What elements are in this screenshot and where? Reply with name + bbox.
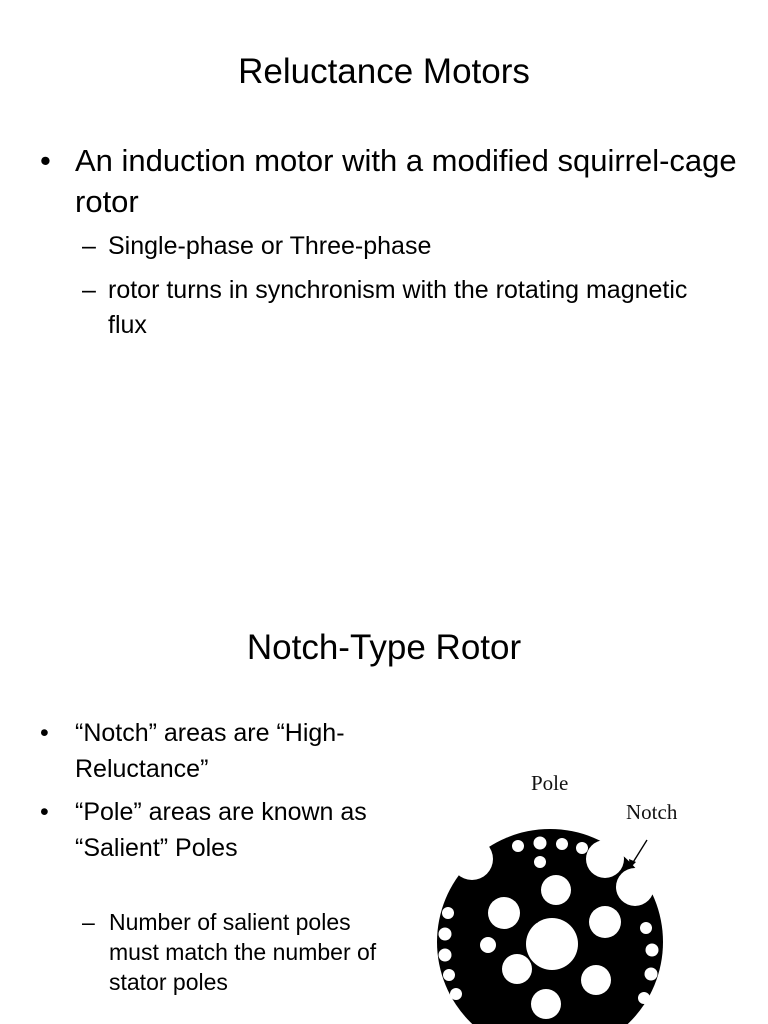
bullet-induction-motor [40, 140, 740, 222]
notch-arrow-line [632, 840, 647, 864]
slide-notch-type-rotor [0, 512, 768, 1024]
notch-rotor-figure [420, 762, 720, 1024]
subbullet-text: Single-phase or Three-phase [108, 232, 432, 260]
bullet-marker: • [40, 719, 49, 747]
subbullet-phase [82, 229, 722, 264]
bullet-marker: • [40, 798, 49, 826]
subbullet-marker: – [82, 909, 95, 935]
slide-title: Notch-Type Rotor [246, 628, 522, 667]
bullet-notch-areas [40, 715, 370, 787]
bullet-text: “Pole” areas are known as “Salient” Poles [75, 798, 367, 862]
bullet-pole-areas [40, 794, 370, 866]
subbullet-text: Number of salient poles must match the number of stator poles [109, 909, 377, 995]
slide-title: Reluctance Motors [238, 52, 530, 91]
notch-label: Notch [626, 800, 678, 824]
subbullet-salient-poles [82, 907, 382, 997]
bullet-text: An induction motor with a modified squirrel-cage rotor [75, 143, 737, 219]
bullet-marker: • [40, 143, 51, 178]
subbullet-text: rotor turns in synchronism with the rotating magnetic flux [108, 276, 688, 339]
bullet-text: “Notch” areas are “High-Reluctance” [75, 719, 345, 783]
subbullet-synchronism [82, 273, 722, 343]
subbullet-marker: – [82, 276, 96, 304]
subbullet-marker: – [82, 232, 96, 260]
pole-label: Pole [531, 771, 569, 795]
